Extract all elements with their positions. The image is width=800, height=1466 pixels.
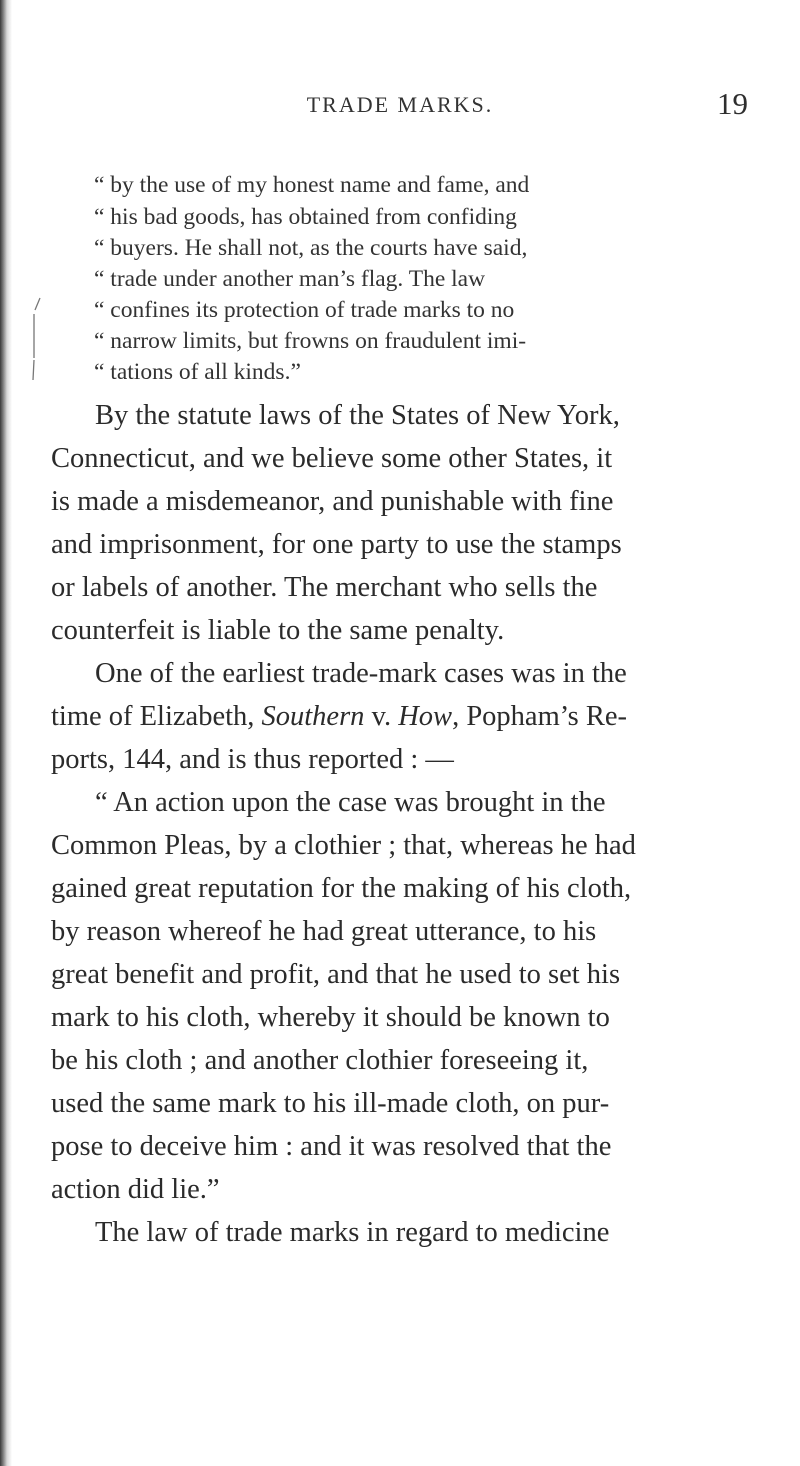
pencil-margin-mark: [30, 296, 44, 388]
case-name-how: How: [398, 701, 453, 732]
book-page: TRADE MARKS. 19 “ by the use of my honest name and fame, and “ his bad goods, has obtained from confiding “ buyers. He shall not, as the courts have said, “ trade under another man’s flag. The law “ confines its protection of trade marks to no “ narrow limits, but frowns on fraudulent imi- “ tations of all kinds.” By the statute laws of the States of New York, Connecticut, and we believe some other States, it is made a misdemeanor, and punishable with fine and imprisonment, for one party to use the stamps or labels of another. The merchant who sells the counterfeit is liable to the same penalty. One of the earliest trade-mark cases was in the time of Elizabeth, Southern v. How, Popham’s Re- ports, 144, and is thus reported : — “ An action upon the case was brought in the Common Pleas, by a clothier ; that, whereas he had gained great reputation for the making of his cloth, by reason whereof he had great utterance, to his great benefit and profit, and that he used to set his mark to his cloth, whereby it should be known to be his cloth ; and another clothier foreseeing it, used the same mark to his ill-made cloth, on pur- pose to deceive him : and it was resolved that the action did lie.” The law of trade marks in regard to medicine: [0, 0, 800, 1466]
case-name-southern: Southern: [261, 701, 365, 732]
page-number: 19: [717, 86, 748, 121]
running-head: [0, 86, 800, 126]
text-segment: v.: [364, 701, 399, 732]
text-segment: time of Elizabeth,: [51, 701, 262, 732]
text-segment: , Popham’s Re-: [452, 701, 628, 732]
running-title: TRADE MARKS.: [306, 92, 494, 117]
